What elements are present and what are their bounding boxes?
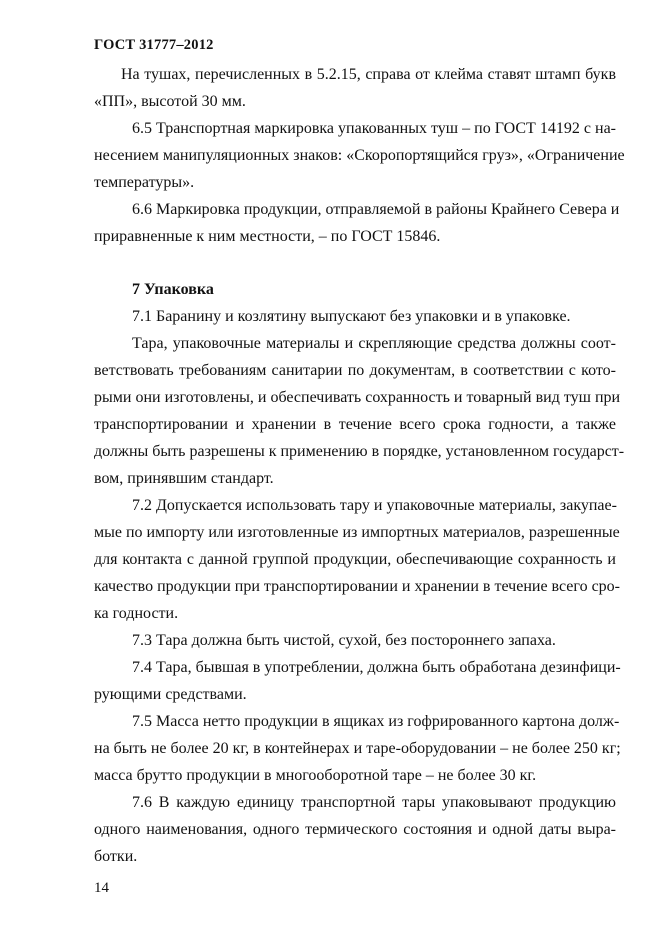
text-line: рыми они изготовлены, и обеспечивать сохранность и товарный вид туш при <box>94 389 621 406</box>
text-line: для контакта с данной группой продукции, обеспечивающие сохранность и <box>94 551 616 568</box>
paragraph-7-3 <box>94 627 616 654</box>
document-body <box>94 61 625 870</box>
text-line: 7.3 Тара должна быть чистой, сухой, без постороннего запаха. <box>132 632 556 649</box>
text-line: масса брутто продукции в многооборотной таре – не более 30 кг. <box>94 767 537 784</box>
paragraph-7-5 <box>94 708 621 789</box>
text-line: 7.1 Баранину и козлятину выпускают без упаковки и в упаковке. <box>132 308 571 325</box>
page-number: 14 <box>94 880 109 896</box>
text-line: температуры». <box>94 174 195 191</box>
text-line: транспортировании и хранении в течение всего срока годности, а также <box>94 416 616 433</box>
text-line: одного наименования, одного термического состояния и одной даты выра- <box>94 821 616 838</box>
text-line: приравненные к ним местности, – по ГОСТ 15846. <box>94 228 441 245</box>
paragraph-7-4 <box>94 654 621 708</box>
text-line: На тушах, перечисленных в 5.2.15, справа от клейма ставят штамп букв <box>121 66 616 83</box>
paragraph-6-5 <box>94 115 625 196</box>
text-line: вом, принявшим стандарт. <box>94 470 274 487</box>
paragraph-7-1 <box>94 303 616 330</box>
text-line: Тара, упаковочные материалы и скрепляющие средства должны соот- <box>132 335 616 352</box>
section-title: 7 Упаковка <box>132 281 214 298</box>
text-line: должны быть разрешены к применению в порядке, установленном государст- <box>94 443 625 460</box>
text-line: ботки. <box>94 848 138 865</box>
text-line: на быть не более 20 кг, в контейнерах и таре-оборудовании – не более 250 кг; <box>94 740 621 757</box>
paragraph-stamp <box>94 61 616 115</box>
text-line: ка годности. <box>94 605 179 622</box>
text-line: несением манипуляционных знаков: «Скоропортящийся груз», «Ограничение <box>94 147 625 164</box>
text-line: 6.6 Маркировка продукции, отправляемой в районы Крайнего Севера и <box>132 201 620 218</box>
text-line: качество продукции при транспортировании и хранении в течение всего сро- <box>94 578 620 595</box>
text-line: рующими средствами. <box>94 686 247 703</box>
paragraph-7-6 <box>94 789 616 870</box>
text-line: мые по импорту или изготовленные из импортных материалов, разрешенные <box>94 524 620 541</box>
text-line: 7.4 Тара, бывшая в употреблении, должна быть обработана дезинфици- <box>132 659 621 676</box>
document-header: ГОСТ 31777–2012 <box>94 37 214 53</box>
text-line: 7.5 Масса нетто продукции в ящиках из гофрированного картона долж- <box>132 713 620 730</box>
paragraph-7-2 <box>94 492 620 627</box>
text-line: 7.6 В каждую единицу транспортной тары упаковывают продукцию <box>132 794 616 811</box>
text-line: 7.2 Допускается использовать тару и упаковочные материалы, закупае- <box>132 497 617 514</box>
text-line: 6.5 Транспортная маркировка упакованных туш – по ГОСТ 14192 с на- <box>132 120 616 137</box>
text-line: ветствовать требованиям санитарии по документам, в соответствии с кото- <box>94 362 616 379</box>
paragraph-tara <box>94 330 625 492</box>
paragraph-6-6 <box>94 196 620 250</box>
text-line: «ПП», высотой 30 мм. <box>94 93 246 110</box>
